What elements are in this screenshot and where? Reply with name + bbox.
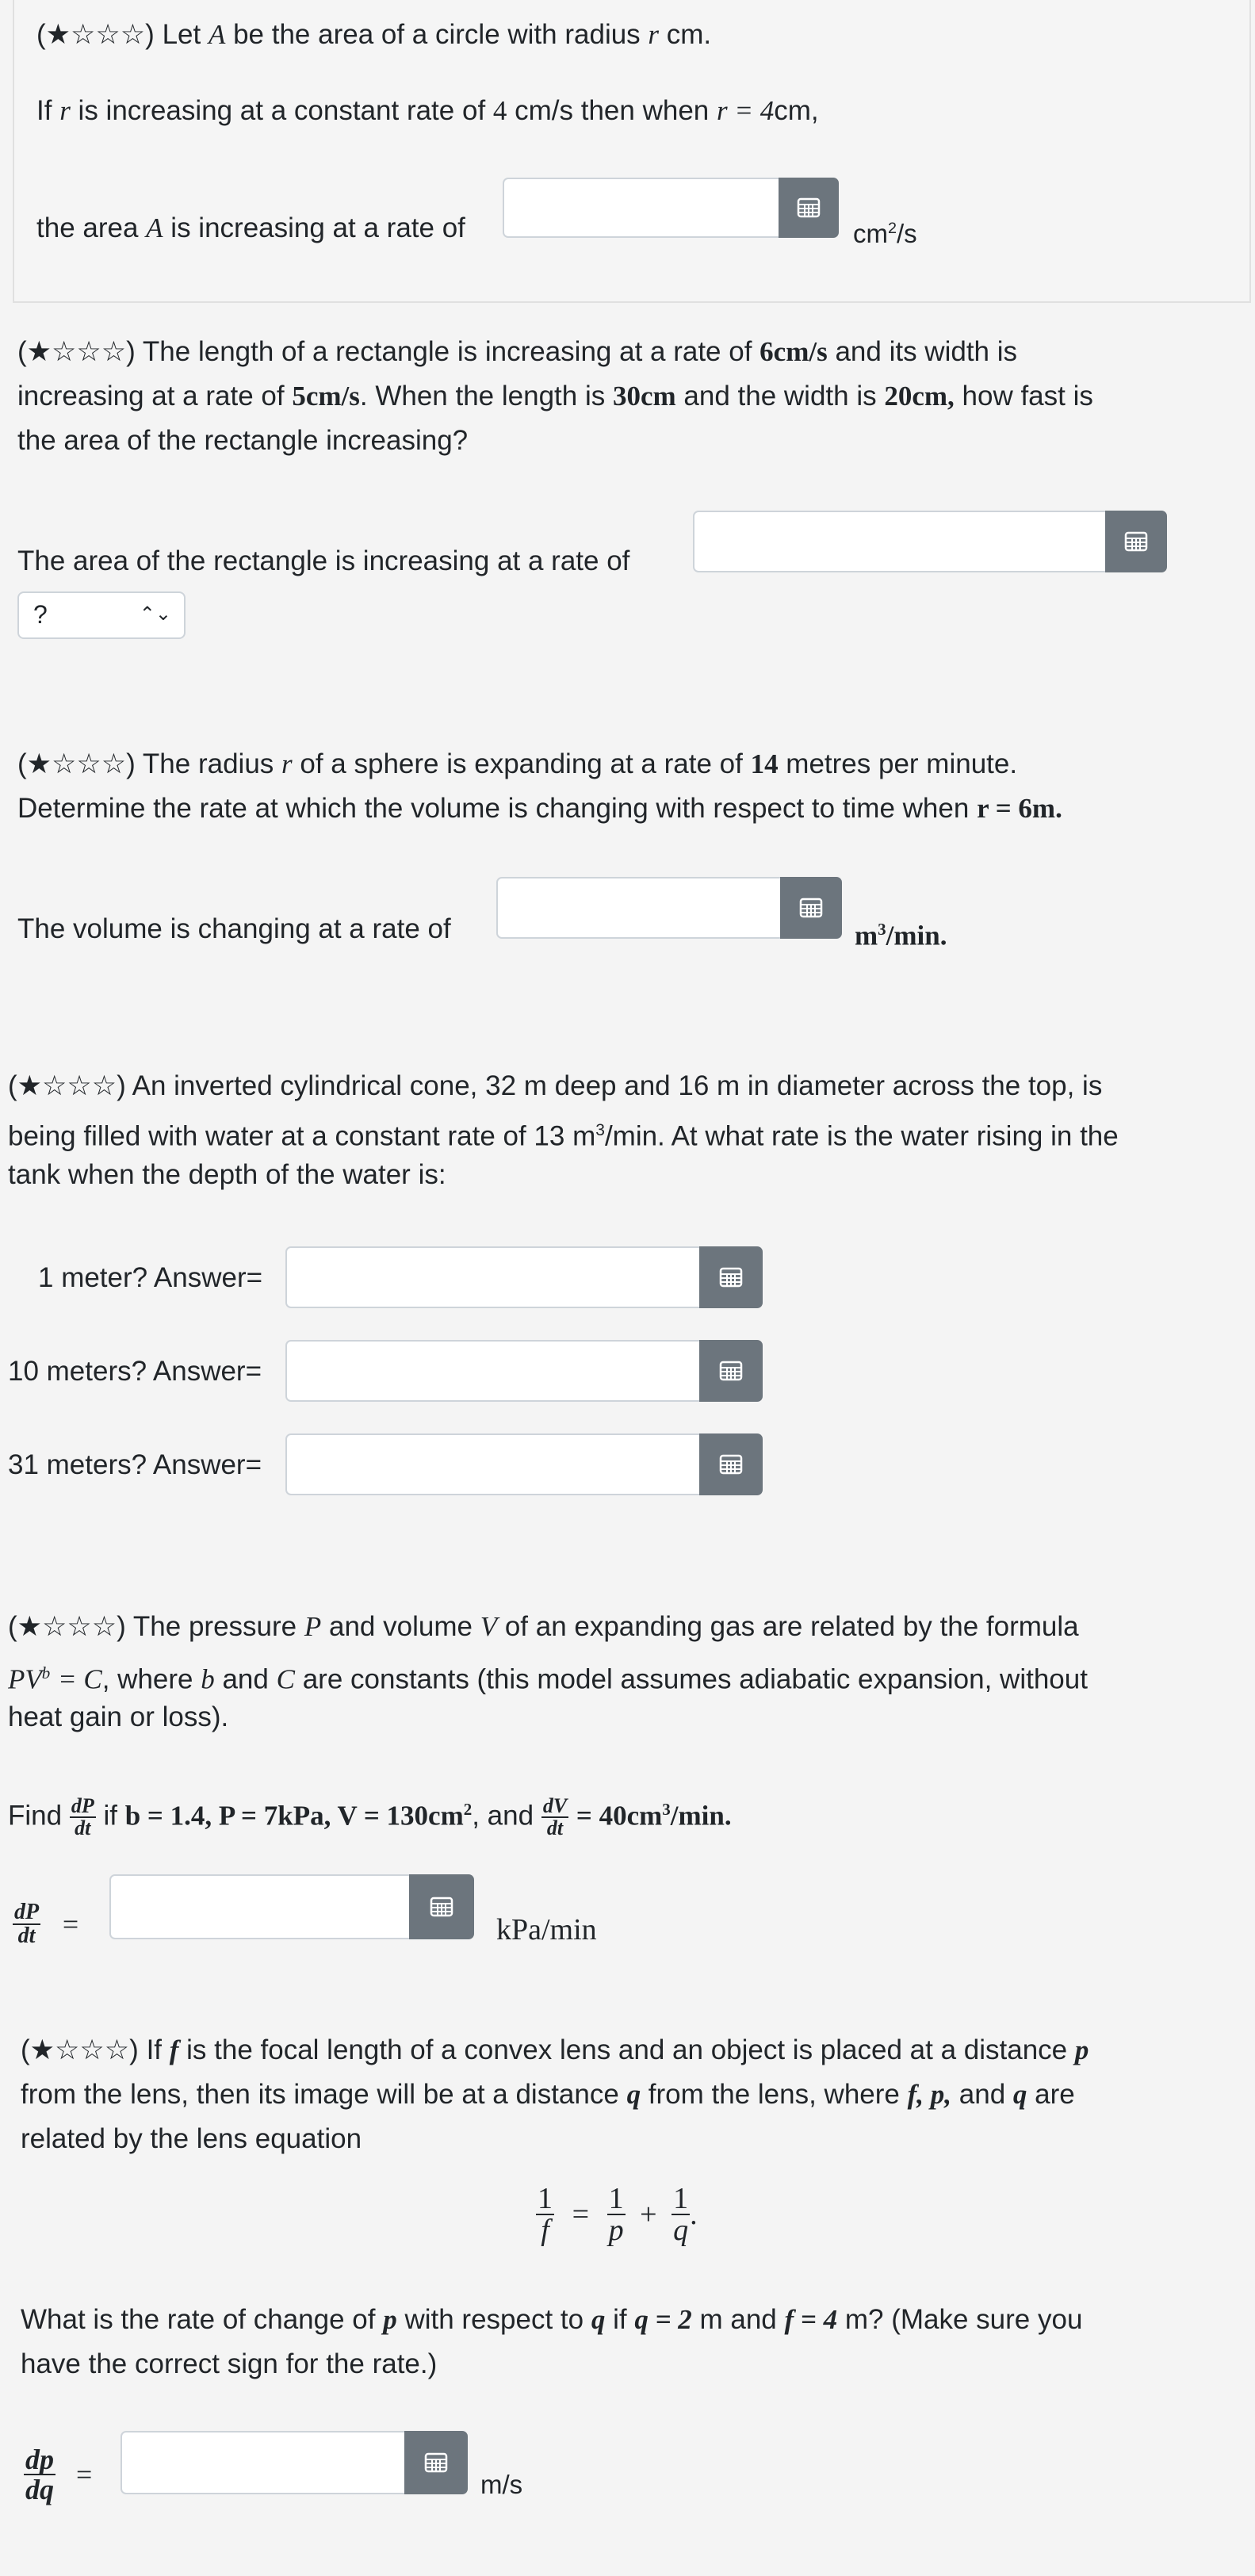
q6-grid-button[interactable]	[404, 2431, 468, 2494]
q2-line2: increasing at a rate of 5cm/s. When the length is 30cm and the width is 20cm, how fast is	[17, 381, 1093, 411]
chevron-updown-icon: ⌃⌄	[139, 603, 171, 625]
q4-answer-label-3: 31 meters? Answer=	[8, 1449, 262, 1480]
q1-line1: (★☆☆☆) Let A be the area of a circle with radius r cm.	[36, 19, 712, 50]
q4-grid-button-1[interactable]	[699, 1246, 763, 1308]
grid-icon	[430, 1895, 453, 1919]
q2-answer-input[interactable]	[693, 511, 1107, 572]
grid-icon	[719, 1265, 743, 1289]
q2-line1: (★☆☆☆) The length of a rectangle is increasing at a rate of 6cm/s and its width is	[17, 336, 1018, 367]
q4-answer-input-2[interactable]	[285, 1340, 701, 1402]
grid-icon	[1124, 530, 1148, 553]
q5-line3: heat gain or loss).	[8, 1701, 229, 1732]
difficulty-stars: (★☆☆☆)	[36, 19, 155, 50]
dP-dt-fraction: $\frac{dP}{dt}$	[71, 1794, 94, 1840]
q4-line1: (★☆☆☆) An inverted cylindrical cone, 32 m deep and 16 m in diameter across the top, is	[8, 1070, 1103, 1101]
dV-dt-fraction: $\frac{dV}{dt}$	[542, 1794, 568, 1840]
q4-answer-label-2: 10 meters? Answer=	[8, 1356, 262, 1387]
grid-icon	[424, 2451, 448, 2475]
q5-unit: kPa/min	[496, 1913, 597, 1946]
q6-line3: related by the lens equation	[21, 2123, 362, 2154]
q5-line1: (★☆☆☆) The pressure P and volume V of an expanding gas are related by the formula	[8, 1611, 1079, 1642]
difficulty-stars: (★☆☆☆)	[21, 2034, 139, 2065]
q3-line2: Determine the rate at which the volume is changing with respect to time when r = 6m.	[17, 793, 1062, 824]
difficulty-stars: (★☆☆☆)	[17, 336, 136, 367]
grid-icon	[797, 196, 821, 220]
q4-line2: being filled with water at a constant rate of 13 $m^3/\min$. At what rate is the water rising in the	[8, 1120, 1119, 1152]
q4-grid-button-3[interactable]	[699, 1433, 763, 1495]
q3-unit: $m^3/\min$.	[855, 920, 947, 951]
difficulty-stars: (★☆☆☆)	[17, 748, 136, 779]
q1-grid-button[interactable]	[779, 178, 839, 238]
grid-icon	[719, 1453, 743, 1476]
q3-answer-label: The volume is changing at a rate of	[17, 913, 451, 944]
q1-answer-label: the area A is increasing at a rate of	[36, 212, 465, 243]
q6-unit: m/s	[480, 2470, 523, 2499]
q4-answer-label-1: 1 meter? Answer=	[38, 1262, 263, 1293]
q1-answer-input[interactable]	[503, 178, 780, 238]
q4-answer-input-1[interactable]	[285, 1246, 701, 1308]
q3-line1: (★☆☆☆) The radius r of a sphere is expanding at a rate of 14 metres per minute.	[17, 748, 1018, 779]
q6-question-line1: What is the rate of change of p with respect to q if q = 2 m and f = 4 m? (Make sure you	[21, 2304, 1083, 2335]
q4-line3: tank when the depth of the water is:	[8, 1159, 446, 1190]
q5-line2: $PV^b = C$, where b and C are constants (this model assumes adiabatic expansion, without	[8, 1663, 1088, 1695]
lens-equation: $\frac{1}{f}$ = $\frac{1}{p}$ + $\frac{1}{q}$ .	[538, 2182, 698, 2247]
q3-grid-button[interactable]	[780, 877, 842, 939]
q6-question-line2: have the correct sign for the rate.)	[21, 2348, 438, 2379]
q6-line2: from the lens, then its image will be at a distance q from the lens, where f, p, and q are	[21, 2079, 1075, 2110]
q6-lhs: $\frac{dp}{dq}$ =	[25, 2444, 93, 2505]
q3-answer-input[interactable]	[496, 877, 782, 939]
difficulty-stars: (★☆☆☆)	[8, 1611, 126, 1642]
q4-grid-button-2[interactable]	[699, 1340, 763, 1402]
q6-line1: (★☆☆☆) If f is the focal length of a convex lens and an object is placed at a distance p	[21, 2034, 1089, 2065]
q5-find-line: Find $\frac{dP}{dt}$ if b = 1.4, P = 7kPa, $V = 130cm^2$, and $\frac{dV}{dt}$ = $40cm^3/\min$.	[8, 1794, 732, 1840]
q1-line2: If r is increasing at a constant rate of 4 cm/s then when r = 4cm,	[36, 95, 819, 126]
q5-grid-button[interactable]	[409, 1874, 474, 1939]
q2-grid-button[interactable]	[1105, 511, 1167, 572]
q5-lhs: $\frac{dP}{dt}$ =	[14, 1900, 79, 1948]
q4-answer-input-3[interactable]	[285, 1433, 701, 1495]
grid-icon	[799, 896, 823, 920]
q5-answer-input[interactable]	[109, 1874, 411, 1939]
q2-unit-select[interactable]: ? ⌃⌄	[17, 591, 186, 639]
q2-answer-label: The area of the rectangle is increasing at a rate of	[17, 545, 630, 576]
q1-unit: $cm^2/s$	[853, 219, 917, 248]
grid-icon	[719, 1359, 743, 1383]
q2-line3: the area of the rectangle increasing?	[17, 425, 469, 456]
q6-answer-input[interactable]	[121, 2431, 406, 2494]
difficulty-stars: (★☆☆☆)	[8, 1070, 126, 1101]
